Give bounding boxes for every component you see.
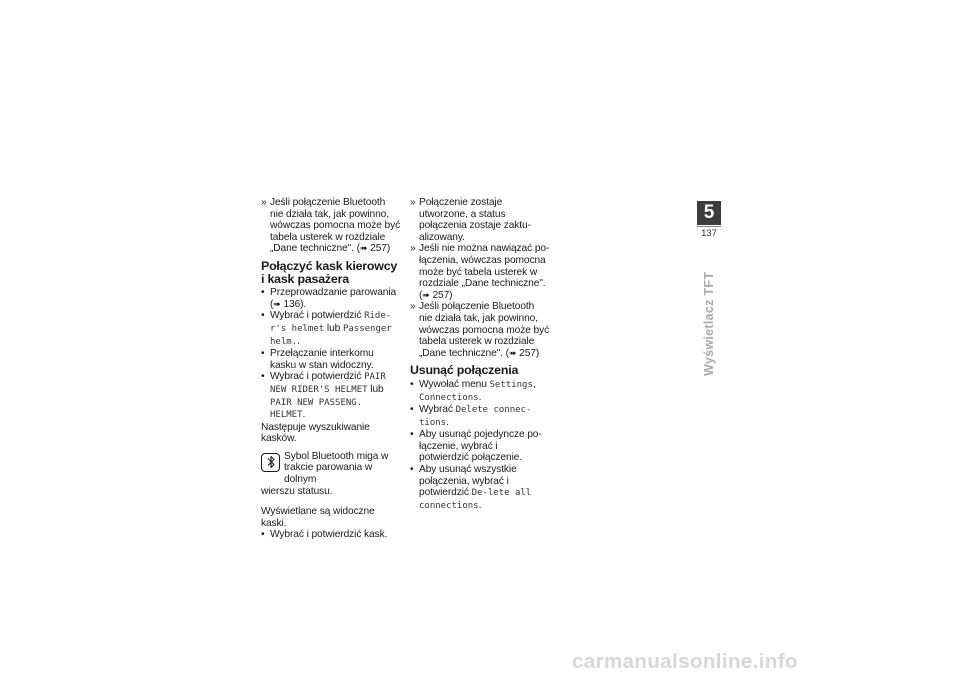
left-column [261, 197, 401, 541]
menu-term: Passenger helm. [270, 323, 392, 347]
text-run: 257) [429, 289, 453, 301]
bullet-text [270, 371, 386, 420]
text-run: Wybrać i potwierdzić [270, 310, 365, 322]
text-run: 257) [516, 347, 540, 359]
arrow-reference-icon: ➠ [508, 347, 517, 358]
bullet-item [410, 464, 550, 512]
menu-term: PAIR NEW RIDER'S HELMET [270, 372, 386, 395]
bluetooth-note [261, 451, 401, 486]
bullet-item [261, 310, 401, 348]
result-marker: » [410, 243, 416, 255]
text-run: Aby usunąć pojedyncze połączenie, wybrać i potwierdzić połączenie. [419, 429, 542, 464]
text-run: . [297, 335, 300, 347]
connection-results-list [410, 197, 550, 359]
text-run: Wywołać menu [419, 378, 490, 390]
menu-term: De-lete all connections [419, 488, 532, 511]
text-run: . [478, 499, 482, 511]
menu-term: PAIR NEW PASSENG. HELMET [270, 397, 363, 421]
result-marker: » [410, 301, 416, 313]
bullet-marker: • [261, 371, 265, 383]
text-run: . [302, 409, 306, 421]
bullet-marker: • [261, 529, 265, 541]
arrow-reference-icon: ➠ [273, 298, 281, 309]
bullet-item [261, 287, 401, 310]
text-run: Przełączanie interkomu kasku w stan widoczny. [270, 348, 374, 371]
intro-text [270, 197, 400, 254]
text-run: . [478, 391, 482, 403]
bullet-text [419, 429, 542, 463]
result-text [419, 243, 549, 300]
menu-term: Delete connec-tions [419, 405, 532, 428]
bullet-text [270, 310, 392, 346]
final-step [261, 529, 401, 541]
bullet-text [270, 287, 396, 310]
text-run: Wybrać [419, 404, 456, 416]
bullet-marker: • [261, 310, 265, 322]
note-text-tail: wierszu statusu. [261, 485, 333, 497]
menu-term: Connections [419, 392, 479, 403]
page-number: 137 [697, 226, 721, 240]
section-title: Wyświetlacz TFT [702, 271, 716, 376]
bullet-text [419, 404, 531, 428]
bullet-marker: • [410, 404, 414, 416]
text-run: Aby usunąć wszystkie połączenia, wybrać i potwierdzić [419, 464, 517, 499]
text-run: 257) [367, 243, 391, 255]
final-step-text: Wybrać i potwierdzić kask. [270, 529, 388, 541]
result-marker: » [410, 197, 416, 208]
text-run: lub [324, 322, 343, 334]
text-run: Jeśli nie można nawiązać połączenia, wówczas pomocna może być tabela usterek w rozdziale „Dane techniczne". ( [419, 243, 550, 301]
menu-term: Settings [489, 379, 533, 390]
bullet-marker: • [410, 464, 414, 476]
pair-steps-list [261, 287, 401, 422]
bullet-marker: • [410, 378, 414, 390]
text-run: lub [367, 383, 384, 395]
bullet-marker: • [261, 287, 265, 299]
arrow-reference-icon: ➠ [359, 243, 368, 254]
chapter-number-badge: 5 [697, 201, 721, 225]
bullet-text [419, 464, 531, 511]
bullet-marker: • [410, 429, 414, 441]
search-status-text: Następuje wyszukiwanie kasków. [261, 421, 370, 445]
intro-result [261, 197, 401, 255]
text-run: Przeprowadzanie parowania ( [270, 287, 397, 310]
bullet-item [261, 371, 401, 421]
text-run: . [446, 416, 449, 428]
text-run: Wybrać i potwierdzić [270, 371, 365, 383]
result-text [419, 301, 549, 358]
bullet-item [410, 379, 550, 404]
menu-term: Ride-r's helmet [270, 311, 392, 334]
bullet-marker: • [261, 348, 265, 360]
visible-helmets-text: Wyświetlane są widoczne kaski. [261, 506, 375, 529]
section-heading-pair-helmets: Połączyć kask kierowcy i kask pasażera [261, 258, 398, 286]
result-marker: » [261, 197, 267, 208]
text-run: 136). [280, 298, 307, 310]
bullet-item [410, 404, 550, 429]
result-item [410, 301, 550, 359]
delete-steps-list [410, 379, 550, 513]
watermark: carmanualsonline.info [572, 650, 798, 673]
mid-column [410, 197, 550, 512]
bullet-text [419, 379, 536, 403]
text-run: Jeśli połączenie Bluetooth nie działa tak, jak powinno, wówczas pomocna może być tabela usterek w rozdziale „Dane techniczne". ( [419, 301, 550, 359]
note-text: Sybol Bluetooth miga w trakcie parowania w dolnym [284, 450, 389, 486]
bluetooth-icon [261, 453, 280, 472]
section-heading-delete-connections: Usunąć połączenia [410, 363, 519, 378]
bullet-item [261, 348, 401, 371]
result-item [410, 197, 550, 243]
bullet-text [270, 348, 374, 371]
bullet-item [410, 429, 550, 464]
text-run: Połączenie zostaje utworzone, a status połączenia zostaje zaktualizowany. [419, 197, 532, 243]
result-text [419, 197, 531, 243]
result-item [410, 243, 550, 301]
text-run: , [532, 378, 536, 390]
text-run: Jeśli połączenie Bluetooth nie działa tak, jak powinno, wówczas pomocna może być tabela usterek w rozdziale „Dane techniczne". ( [270, 197, 401, 255]
arrow-reference-icon: ➠ [422, 289, 430, 300]
